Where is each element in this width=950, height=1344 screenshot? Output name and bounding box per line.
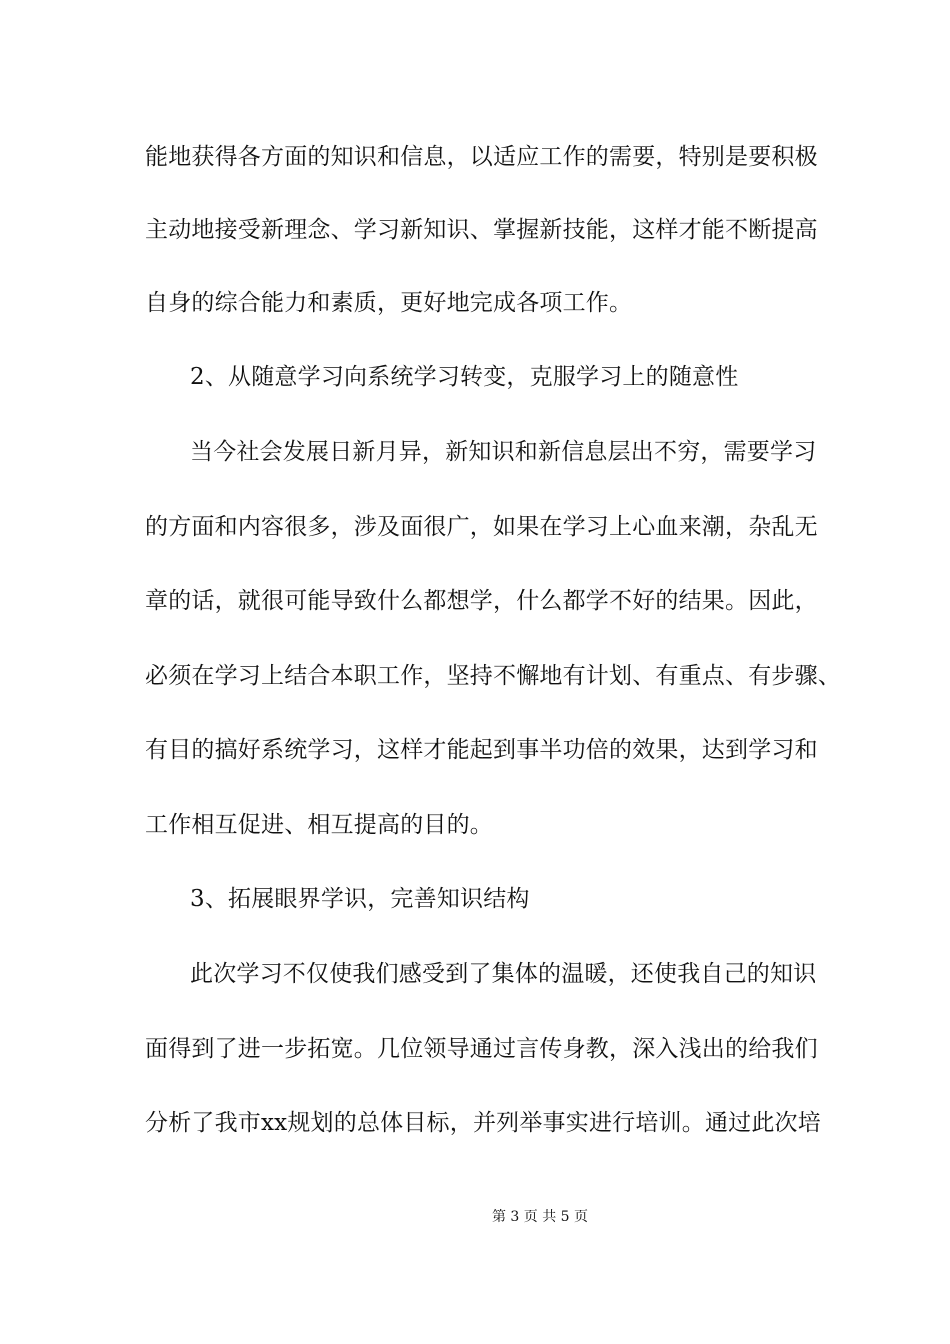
text-line: 必须在学习上结合本职工作，坚持不懈地有计划、有重点、有步骤、 <box>145 663 841 689</box>
page-footer: 第 3 页 共 5 页 <box>491 1209 589 1225</box>
text-line: 的方面和内容很多，涉及面很广，如果在学习上心血来潮，杂乱无 <box>145 514 818 540</box>
section-heading: 3、拓展眼界学识，完善知识结构 <box>190 886 530 912</box>
text-line: 面得到了进一步拓宽。几位领导通过言传身教，深入浅出的给我们 <box>145 1036 818 1062</box>
text-line: 自身的综合能力和素质，更好地完成各项工作。 <box>145 290 633 316</box>
text-line: 章的话，就很可能导致什么都想学，什么都学不好的结果。因此， <box>145 588 818 614</box>
text-line: 有目的搞好系统学习，这样才能起到事半功倍的效果，达到学习和 <box>145 737 818 763</box>
text-line: 能地获得各方面的知识和信息，以适应工作的需要，特别是要积极 <box>145 144 818 170</box>
section-heading: 2、从随意学习向系统学习转变，克服学习上的随意性 <box>190 364 739 390</box>
text-line: 工作相互促进、相互提高的目的。 <box>145 812 493 838</box>
text-line: 分析了我市xx规划的总体目标，并列举事实进行培训。通过此次培 <box>145 1110 821 1136</box>
text-line: 主动地接受新理念、学习新知识、掌握新技能，这样才能不断提高 <box>145 217 818 243</box>
text-line: 此次学习不仅使我们感受到了集体的温暖，还使我自己的知识 <box>190 961 817 987</box>
text-line: 当今社会发展日新月异，新知识和新信息层出不穷，需要学习 <box>190 439 817 465</box>
